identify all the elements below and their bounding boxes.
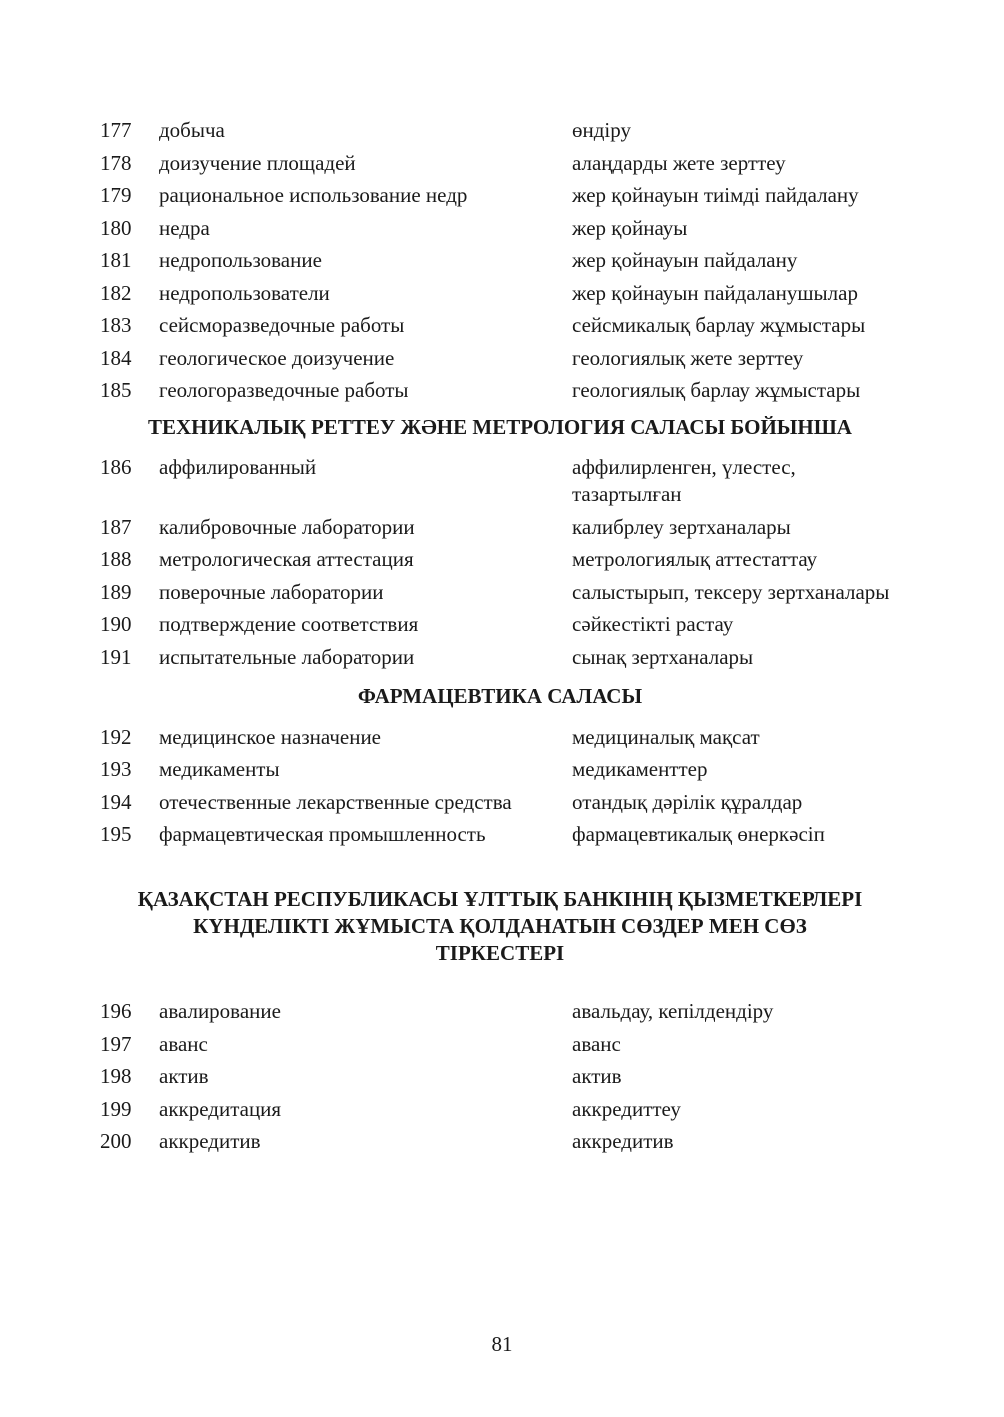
entry-number: 197 — [100, 1031, 132, 1056]
russian-term: добыча — [159, 118, 225, 142]
russian-term: аванс — [159, 1031, 208, 1056]
kazakh-term: сәйкестікті растау — [572, 612, 734, 636]
glossary-row — [100, 514, 900, 541]
section-heading-line: ТЕХНИКАЛЫҚ РЕТТЕУ ЖӘНЕ МЕТРОЛОГИЯ САЛАСЫ БОЙЫНША — [148, 415, 852, 439]
glossary-row — [100, 312, 900, 339]
section-heading — [100, 886, 900, 967]
russian-term: аккредитация — [159, 1096, 282, 1121]
entry-number: 193 — [100, 757, 132, 781]
russian-term: медикаменты — [159, 757, 280, 781]
glossary-row — [100, 215, 900, 242]
entry-number: 196 — [100, 999, 132, 1023]
kazakh-term: калибрлеу зертханалары — [572, 514, 791, 539]
glossary-row — [100, 821, 900, 848]
entry-number: 184 — [100, 345, 132, 370]
entry-number: 183 — [100, 313, 132, 337]
russian-term: испытательные лаборатории — [159, 644, 415, 669]
kazakh-term: актив — [572, 1064, 622, 1088]
section-heading-line: ФАРМАЦЕВТИКА САЛАСЫ — [357, 683, 643, 708]
russian-term: недропользование — [159, 248, 322, 272]
russian-term: недропользователи — [159, 280, 330, 305]
glossary-row — [100, 579, 900, 606]
glossary-row — [100, 724, 900, 751]
glossary-row — [100, 454, 900, 508]
glossary-content — [100, 117, 900, 1161]
glossary-row — [100, 117, 900, 144]
russian-term: отечественные лекарственные средства — [159, 789, 512, 814]
russian-term: геологическое доизучение — [159, 345, 395, 370]
glossary-row — [100, 644, 900, 671]
russian-term: авалирование — [159, 999, 281, 1023]
section-heading-line: КҮНДЕЛІКТІ ЖҰМЫСТА ҚОЛДАНАТЫН СӨЗДЕР МЕН СӨЗ — [193, 914, 807, 938]
kazakh-term: отандық дәрілік құралдар — [572, 789, 803, 814]
russian-term: фармацевтическая промышленность — [159, 822, 486, 846]
entry-number: 198 — [100, 1064, 132, 1088]
kazakh-term: сейсмикалық барлау жұмыстары — [572, 313, 866, 337]
section-heading-line: ТІРКЕСТЕРІ — [435, 941, 565, 965]
entry-number: 182 — [100, 280, 132, 305]
glossary-row — [100, 1063, 900, 1090]
kazakh-term: геологиялық барлау жұмыстары — [572, 378, 861, 402]
russian-term: медицинское назначение — [159, 724, 382, 749]
kazakh-term: жер қойнауын тиімді пайдалану — [572, 183, 859, 207]
entry-number: 191 — [100, 644, 132, 669]
kazakh-term: геологиялық жете зерттеу — [572, 345, 804, 370]
kazakh-term: аккредиттеу — [572, 1096, 681, 1121]
russian-term: актив — [159, 1064, 209, 1088]
russian-term: геологоразведочные работы — [159, 378, 409, 402]
russian-term: аффилированный — [159, 455, 317, 479]
russian-term: недра — [159, 215, 210, 240]
entry-number: 187 — [100, 514, 132, 539]
entry-number: 180 — [100, 215, 132, 240]
entry-number: 181 — [100, 248, 132, 272]
glossary-row — [100, 150, 900, 177]
russian-term: рациональное использование недр — [159, 183, 468, 207]
glossary-row — [100, 1128, 900, 1155]
entry-number: 178 — [100, 150, 132, 175]
entry-number: 195 — [100, 822, 132, 846]
russian-term: аккредитив — [159, 1129, 261, 1153]
entry-number: 186 — [100, 455, 132, 479]
glossary-row — [100, 998, 900, 1025]
glossary-row — [100, 1031, 900, 1058]
glossary-row — [100, 182, 900, 209]
kazakh-term: жер қойнауын пайдаланушылар — [572, 280, 858, 305]
entry-number: 188 — [100, 547, 132, 571]
entry-number: 177 — [100, 118, 132, 142]
glossary-row — [100, 377, 900, 404]
entry-number: 189 — [100, 579, 132, 604]
kazakh-term: жер қойнауы — [572, 215, 688, 240]
russian-term: сейсморазведочные работы — [159, 313, 405, 337]
page-number: 81 — [491, 1332, 513, 1356]
kazakh-term: фармацевтикалық өнеркәсіп — [572, 822, 825, 846]
glossary-row — [100, 611, 900, 638]
entry-number: 199 — [100, 1096, 132, 1121]
kazakh-term: алаңдарды жете зерттеу — [572, 150, 786, 175]
kazakh-term: жер қойнауын пайдалану — [572, 248, 798, 272]
russian-term: доизучение площадей — [159, 150, 356, 175]
kazakh-term: метрологиялық аттестаттау — [572, 547, 818, 571]
kazakh-term: аффилирленген, үлестес, тазартылған — [572, 455, 796, 506]
russian-term: подтверждение соответствия — [159, 612, 419, 636]
kazakh-term: авальдау, кепілдендіру — [572, 999, 774, 1023]
section-heading — [100, 683, 900, 710]
entry-number: 185 — [100, 378, 132, 402]
section-heading-line: ҚАЗАҚСТАН РЕСПУБЛИКАСЫ ҰЛТТЫҚ БАНКІНІҢ ҚЫЗМЕТКЕРЛЕРІ — [137, 887, 863, 911]
entry-number: 200 — [100, 1129, 132, 1153]
section-heading — [100, 414, 900, 441]
kazakh-term: аванс — [572, 1031, 621, 1056]
glossary-row — [100, 789, 900, 816]
entry-number: 194 — [100, 789, 132, 814]
russian-term: поверочные лаборатории — [159, 579, 384, 604]
russian-term: калибровочные лаборатории — [159, 514, 415, 539]
kazakh-term: аккредитив — [572, 1129, 674, 1153]
entry-number: 179 — [100, 183, 132, 207]
kazakh-term: медициналық мақсат — [572, 724, 760, 749]
kazakh-term: салыстырып, тексеру зертханалары — [572, 579, 890, 604]
glossary-row — [100, 345, 900, 372]
glossary-row — [100, 1096, 900, 1123]
entry-number: 190 — [100, 612, 132, 636]
glossary-row — [100, 280, 900, 307]
kazakh-term: өндіру — [572, 118, 631, 142]
glossary-row — [100, 247, 900, 274]
glossary-row — [100, 546, 900, 573]
kazakh-term: сынақ зертханалары — [572, 644, 754, 669]
russian-term: метрологическая аттестация — [159, 547, 414, 571]
entry-number: 192 — [100, 724, 132, 749]
glossary-row — [100, 756, 900, 783]
kazakh-term: медикаменттер — [572, 757, 708, 781]
